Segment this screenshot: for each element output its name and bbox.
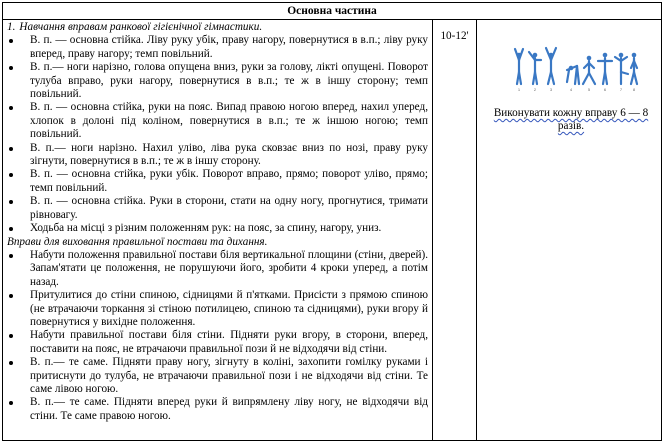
repetition-note: Виконувати кожну вправу 6 — 8 разів. (493, 107, 649, 132)
table-header (3, 3, 662, 20)
section-1-list (7, 34, 428, 235)
exercises-cell (3, 20, 433, 441)
section-2-title: Вправи для виховання правильної постави та дихання. (7, 235, 268, 248)
section-1-title: 1. Навчання вправам ранкової гігієнічної гімнастики. (7, 21, 263, 33)
table-header-title: Основна частина (287, 5, 377, 17)
section-2-item: В. п.— те саме. Підняти праву ногу, зігнуту в коліні, захопити гомілку руками і притиснути до тулуба, не втрачаючи правильної пози і не відходячи від стіни. Те саме лівою ногою. (7, 356, 428, 396)
section-1-item: В. п. — основна стійка. Руки в сторони, стати на одну ногу, прогнутися, тримати рівновагу. (7, 195, 428, 222)
figure-label: 6 (604, 88, 606, 92)
time-cell (433, 20, 477, 441)
figure-label: 1 (518, 88, 520, 92)
section-2-list (7, 249, 428, 423)
section-1-item: В. п.— ноги нарізно. Нахил уліво, ліва рука сковзає вниз по нозі, праву руку зігнути, повернутися в в.п.; те ж в іншу сторону. (7, 142, 428, 169)
section-1-item: Ходьба на місці з різним положенням рук: на пояс, за спину, нагору, униз. (7, 222, 428, 235)
section-1-item: В. п. — основна стійка, руки на пояс. Випад правою ногою вперед, нахил уперед, хлопок в долоні під коліном, повернутися в в.п.; те ж іншою ногою; темп повільний. (7, 101, 428, 141)
section-1-item: В. п.— ноги нарізно, голова опущена вниз, руки за голову, лікті опущені. Поворот тулуба вправо, руки нагору, повернутися в в.п.; те ж в іншу сторону; темп повільний. (7, 61, 428, 101)
figure-label: 8 (633, 88, 635, 92)
figure-label: 2 (534, 88, 536, 92)
section-1-item: В. п. — основна стійка, руки убік. Поворот вправо, прямо; поворот уліво, прямо; темп повільний. (7, 168, 428, 195)
figure-label: 7 (620, 88, 622, 92)
figure-label: 5 (588, 88, 590, 92)
figure-label: 3 (550, 88, 552, 92)
figure-label: 4 (570, 88, 572, 92)
section-2-item: В. п.— те саме. Підняти вперед руки й випрямлену ліву ногу, не відходячи від стіни. Те саме правою ногою. (7, 396, 428, 423)
exercise-figures-icon (511, 44, 639, 94)
lesson-table (2, 2, 662, 441)
section-2-item: Притулитися до стіни спиною, сідницями й п'ятками. Присісти з прямою спиною (не втрачаючи торкання зі стіною потилицею, спиною та сідницями), руки вгору й повернутися у вихідне положення. (7, 289, 428, 329)
section-1-item: В. п. — основна стійка. Ліву руку убік, праву нагору, повернутися в в.п.; ліву руку вперед, праву нагору; темп повільний. (7, 34, 428, 61)
notes-cell (477, 20, 662, 441)
section-2-item: Набути правильної постави біля стіни. Підняти руки вгору, в сторони, вперед, поставити на пояс, не втрачаючи правильної пози й не відходячи від стіни. (7, 329, 428, 356)
time-value: 10-12' (440, 30, 469, 42)
section-2-item: Набути положення правильної постави біля вертикальної площини (стіни, дверей). Запам'ятати це положення, не порушуючи його, зробити 4 кроки уперед, а потім назад. (7, 249, 428, 289)
